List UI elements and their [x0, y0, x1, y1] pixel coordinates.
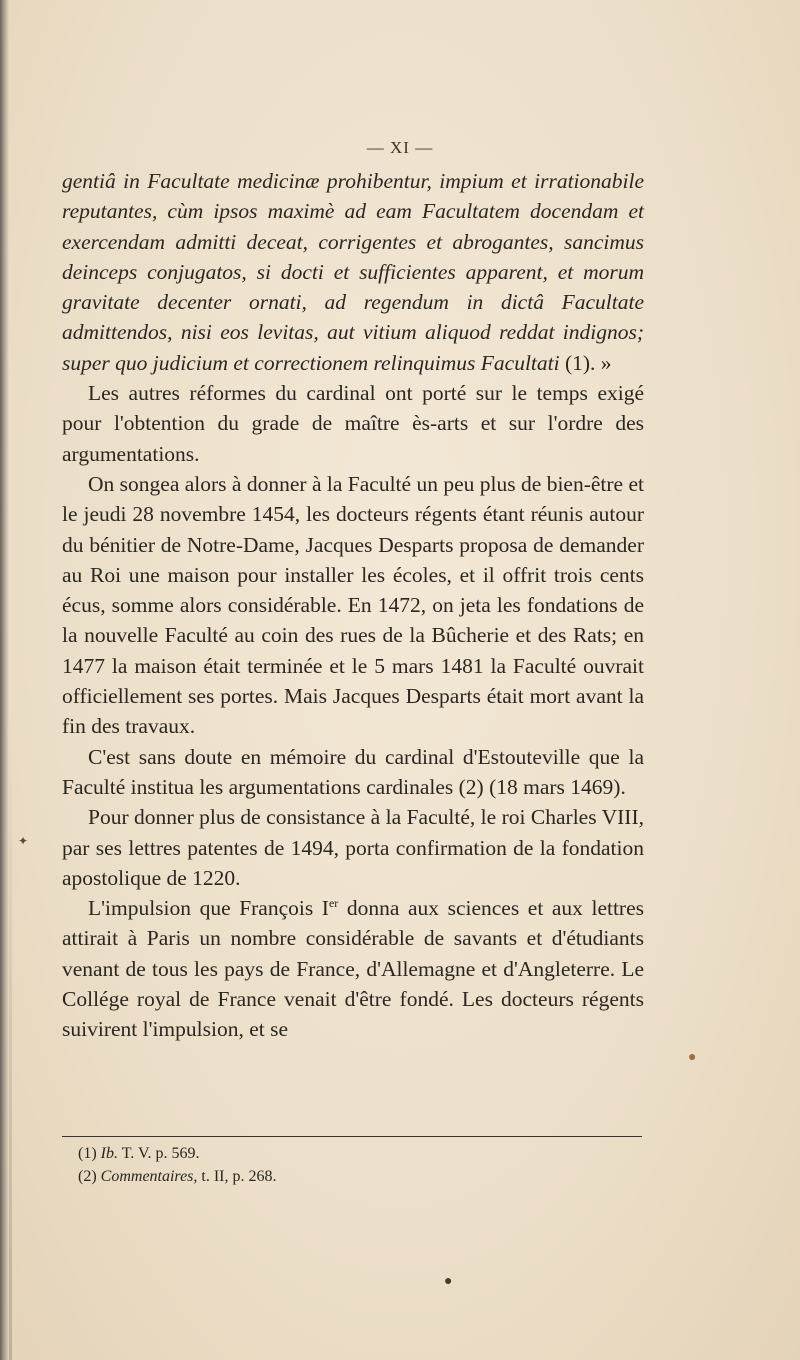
footnote-1-abbrev: Ib. [100, 1145, 118, 1162]
ordinal-superscript: er [328, 895, 339, 910]
page-number: — XI — [366, 138, 434, 157]
paragraph-reformes: Les autres réformes du cardinal ont porté sur le temps exigé pour l'obtention du grade de maître ès-arts et sur l'ordre des argumentations. [62, 381, 644, 466]
body-text [62, 166, 644, 1045]
footnote-1-text: T. V. p. 569. [121, 1145, 200, 1162]
latin-quote: gentiâ in Facultate medicinæ prohibentur, impium et irrationabile reputantes, cùm ipsos maximè ad eam Facultatem docendam et exercendam admitti deceat, corrigentes et abrogantes, sancimus deinceps conjugatos, si docti et sufficientes apparent, et morum gravitate decenter ornati, ad regendum in dictâ Facultate admittendos, nisi eos levitas, aut vitium aliquod reddat indignos; super quo judicium et correctionem relinquimus Facultati [62, 169, 644, 375]
latin-quote-note: (1). » [564, 350, 612, 375]
ink-blot-icon: ● [444, 1274, 453, 1289]
paragraph-charles-viii: Pour donner plus de consistance à la Faculté, le roi Charles VIII, par ses lettres patentes de 1494, porta confirmation de la fondation apostolique de 1220. [62, 805, 644, 890]
footnote-divider [62, 1136, 642, 1137]
footnote-2 [78, 1165, 638, 1188]
footnotes [78, 1142, 638, 1188]
footnote-1 [78, 1142, 638, 1165]
paragraph-francois-start: L'impulsion que François I [88, 896, 329, 921]
footnote-2-text: t. II, p. 268. [201, 1168, 277, 1185]
paragraph-estouteville: C'est sans doute en mémoire du cardinal d'Estouteville que la Faculté institua les argumentations cardinales (2) (18 mars 1469). [62, 744, 644, 799]
page-binding-shadow [9, 700, 12, 1360]
paragraph-francois-end: donna aux sciences et aux lettres attirait à Paris un nombre considérable de savants et d'étudiants venant de tous les pays de France, d'Allemagne et d'Angleterre. Le Collége royal de France venait d'être fondé. Les docteurs régents suivirent l'impulsion, et se [62, 896, 644, 1042]
paragraph-francois-i [62, 893, 644, 1044]
paragraph-desparts: On songea alors à donner à la Faculté un peu plus de bien-être et le jeudi 28 novembre 1454, les docteurs régents étant réunis autour du bénitier de Notre-Dame, Jacques Desparts proposa de demander au Roi une maison pour installer les écoles, et il offrit trois cents écus, somme alors considérable. En 1472, on jeta les fondations de la nouvelle Faculté au coin des rues de la Bûcherie et des Rats; en 1477 la maison était terminée et le 5 mars 1481 la Faculté ouvrait officiellement ses portes. Mais Jacques Desparts était mort avant la fin des travaux. [62, 471, 644, 739]
ink-speck-icon: ✦ [18, 834, 29, 848]
footnote-1-number: (1) [78, 1145, 97, 1162]
footnote-2-abbrev: Commentaires, [100, 1168, 198, 1185]
page-left-edge-shadow [0, 0, 9, 1360]
foxing-spot-icon: ● [688, 1050, 697, 1065]
footnote-2-number: (2) [78, 1168, 97, 1185]
latin-quote-paragraph [62, 166, 644, 378]
